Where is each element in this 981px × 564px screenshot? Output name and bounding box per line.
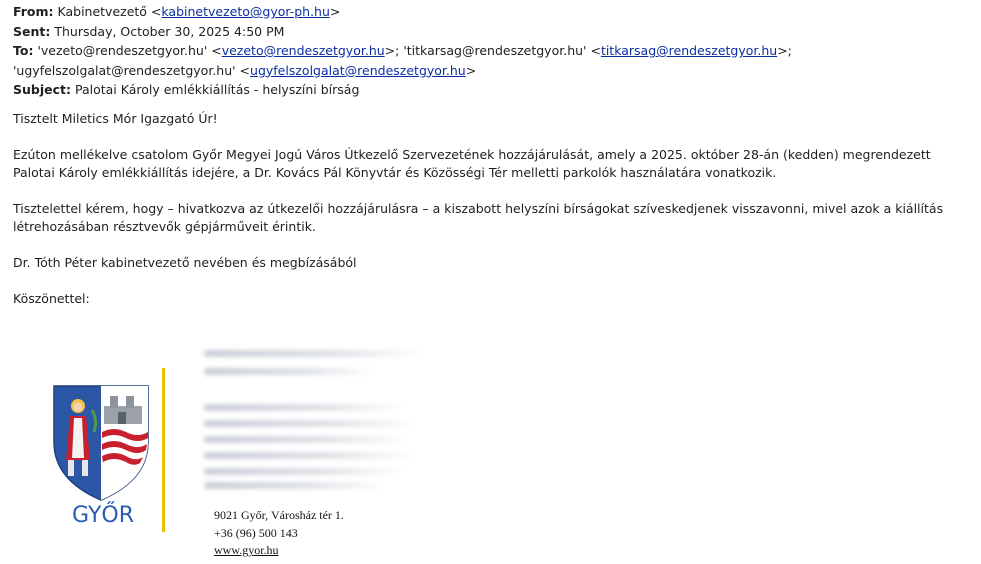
- closing-text: Köszönettel:: [13, 291, 90, 306]
- subject-row: [13, 80, 968, 100]
- to-recipient-name: 'ugyfelszolgalat@rendeszetgyor.hu': [13, 62, 236, 78]
- body-paragraph-1: Ezúton mellékelve csatolom Győr Megyei Jogú Város Útkezelő Szervezetének hozzájárulását, amely a 2025. október 28-án (kedden) megrendezett Palotai Károly emlékkiállítás idejére, a Dr. Kovács Pál Könyvtár és Közösségi Tér melletti parkolók használatára vonatkozik.: [13, 147, 931, 180]
- to-recipient-email-link[interactable]: ugyfelszolgalat@rendeszetgyor.hu: [250, 62, 466, 78]
- to-label: To:: [13, 43, 34, 58]
- email-header: [13, 2, 968, 100]
- coat-of-arms-icon: [48, 380, 158, 530]
- body-paragraph-2: Tisztelettel kérem, hogy – hivatkozva az útkezelői hozzájárulásra – a kiszabott helyszíni bírságokat szíveskedjenek visszavonni, mivel azok a kiállítás létrehozásában résztvevők gépjárműveit érintik.: [13, 201, 944, 234]
- to-recipient-name: 'titkarsag@rendeszetgyor.hu': [403, 43, 587, 58]
- signature-accent-bar: [162, 368, 165, 532]
- from-email-link[interactable]: kabinetvezeto@gyor-ph.hu: [161, 4, 330, 19]
- to-recipient-email-link[interactable]: titkarsag@rendeszetgyor.hu: [600, 43, 778, 58]
- body-paragraph-3: Dr. Tóth Péter kabinetvezető nevében és megbízásából: [13, 255, 357, 270]
- sent-label: Sent:: [13, 23, 51, 39]
- signature-phone: +36 (96) 500 143: [214, 525, 298, 540]
- greeting-text: Tisztelt Miletics Mór Igazgató Úr!: [13, 111, 218, 126]
- from-label: From:: [13, 4, 54, 19]
- to-recipient-email-link[interactable]: vezeto@rendeszetgyor.hu: [221, 43, 385, 58]
- sent-row: [13, 22, 968, 42]
- subject-value: Palotai Károly emlékkiállítás - helyszíni bírság: [74, 82, 360, 97]
- svg-text:GYŐR: GYŐR: [72, 503, 134, 528]
- blurred-signature-text: [200, 342, 440, 492]
- signature-contact: [214, 507, 344, 560]
- to-row: To: 'vezeto@rendeszetgyor.hu' <vezeto@rendeszetgyor.hu>; 'titkarsag@rendeszetgyor.hu' <titkarsag@rendeszetgyor.hu>; 'ugyfelszolgalat@rendeszetgyor.hu' <ugyfelszolgalat@rendeszetgyor.hu>: [13, 43, 792, 78]
- from-row: From: Kabinetvezető <kabinetvezeto@gyor-ph.hu>: [13, 4, 341, 19]
- to-recipient-name: 'vezeto@rendeszetgyor.hu': [37, 43, 208, 58]
- subject-label: Subject:: [13, 82, 71, 97]
- sent-value: Thursday, October 30, 2025 4:50 PM: [54, 23, 285, 39]
- signature-website-link[interactable]: www.gyor.hu: [214, 543, 279, 557]
- from-name: Kabinetvezető: [57, 4, 147, 19]
- signature-address: 9021 Győr, Városház tér 1.: [214, 508, 344, 522]
- gyor-city-logo: [48, 380, 158, 530]
